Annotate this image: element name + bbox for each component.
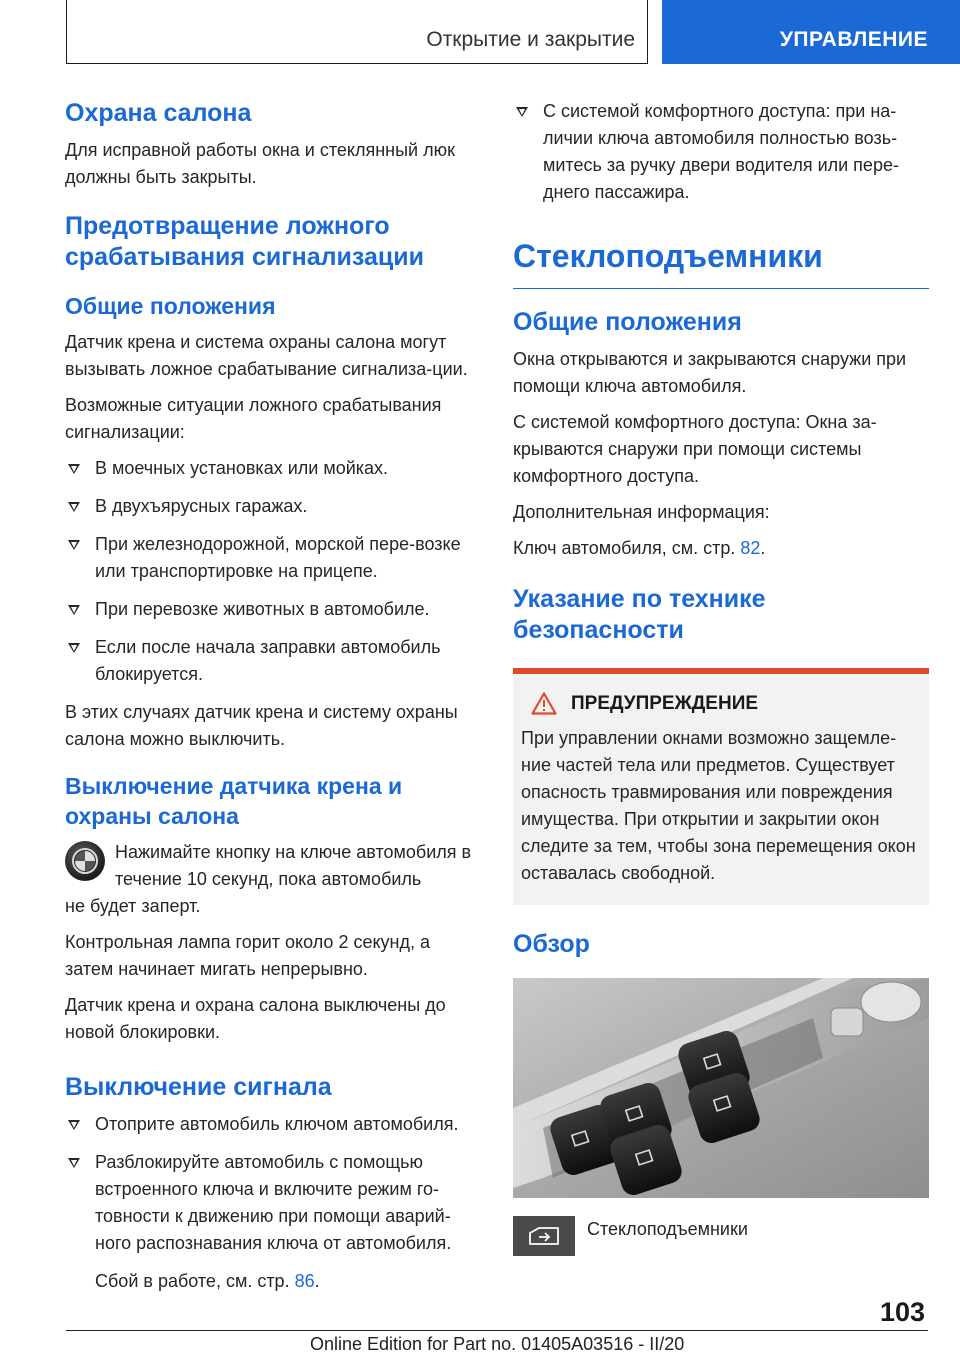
list-item: При перевозке животных в автомобиле. (65, 596, 481, 623)
list-item: В двухъярусных гаражах. (65, 493, 481, 520)
footer-divider (66, 1330, 928, 1331)
paragraph-lamp: Контрольная лампа горит около 2 секунд, а затем начинает мигать непрерывно. (65, 932, 431, 979)
key-instruction: Нажимайте кнопку на ключе автомобиля в течение 10 секунд, пока автомобиль не будет заперт. (65, 842, 472, 916)
list-item: При железнодорожной, морской пере-возке или транспортировке на прицепе. (65, 531, 481, 585)
left-column (65, 98, 481, 1304)
list-item: В моечных установках или мойках. (65, 455, 481, 482)
paragraph-general-2: Возможные ситуации ложного срабатывания сигнализации: (65, 395, 442, 442)
triangle-bullet-icon (68, 1158, 80, 1168)
paragraph-windows-1: Окна открываются и закрываются снаружи при помощи ключа автомобиля. (513, 349, 907, 396)
page-number: 103 (880, 1297, 926, 1327)
paragraph-windows-3: Дополнительная информация: (513, 502, 770, 522)
header-section-title: Открытие и закрытие (426, 28, 635, 51)
paragraph-disable: В этих случаях датчик крена и систему охраны салона можно выключить. (65, 702, 458, 749)
triangle-bullet-icon (68, 643, 80, 653)
window-switch-icon (513, 1216, 575, 1256)
paragraph-windows-4: Ключ автомобиля, см. стр. 82. (513, 538, 766, 558)
warning-text: При управлении окнами возможно защемле-ние частей тела или предметов. Существует опасность травмирования или повреждения имущества. При открытии и закрытии окон следите за тем, чтобы зона перемещения окон оставалась свободной. (521, 728, 916, 883)
window-switches-photo (513, 978, 929, 1198)
legend-row (513, 1216, 929, 1256)
footer-edition: Online Edition for Part no. 01405A03516 - II/20 (310, 1334, 685, 1354)
page-link-82[interactable]: 82 (740, 538, 761, 558)
heading-sensor-off: Выключение датчика крена и охраны салона (65, 773, 403, 829)
heading-alarm-off: Выключение сигнала (65, 1073, 332, 1101)
paragraph-off-until: Датчик крена и охрана салона выключены до новой блокировки. (65, 995, 446, 1042)
warning-triangle-icon (531, 692, 557, 715)
heading-general-right: Общие положения (513, 308, 742, 336)
list-item: Разблокируйте автомобиль с помощью встроенного ключа и включите режим го-товности к движению при помощи аварий-ного распознавания ключа от автомобиля. (65, 1149, 481, 1257)
paragraph-cabin: Для исправной работы окна и стеклянный люк должны быть закрыты. (65, 140, 455, 187)
heading-windows: Стеклоподъемники (513, 236, 929, 289)
heading-false-alarm: Предотвращение ложного срабатывания сигнализации (65, 212, 425, 271)
list-item: Отоприте автомобиль ключом автомобиля. (65, 1111, 481, 1138)
heading-cabin-protection: Охрана салона (65, 99, 252, 127)
legend-label: Стеклоподъемники (587, 1219, 748, 1239)
list-item: Если после начала заправки автомобиль блокируется. (65, 634, 481, 688)
header-chapter-tab (662, 0, 960, 64)
warning-box (513, 668, 929, 905)
right-column (513, 98, 929, 1256)
alarm-reference: Сбой в работе, см. стр. 86. (95, 1271, 320, 1291)
header-chapter-title: УПРАВЛЕНИЕ (779, 28, 928, 51)
list-item: С системой комфортного доступа: при на-личии ключа автомобиля полностью возь-митесь за ручку двери водителя или пере-днего пассажира. (513, 98, 929, 206)
heading-general-left: Общие положения (65, 293, 276, 319)
triangle-bullet-icon (516, 107, 528, 117)
triangle-bullet-icon (68, 540, 80, 550)
paragraph-windows-2: С системой комфортного доступа: Окна за-крываются снаружи при помощи системы комфортного доступа. (513, 412, 877, 486)
page-link-86[interactable]: 86 (294, 1271, 315, 1291)
heading-safety: Указание по технике безопасности (513, 585, 766, 644)
triangle-bullet-icon (68, 1120, 80, 1130)
header-section-box (66, 0, 648, 64)
triangle-bullet-icon (68, 605, 80, 615)
heading-overview: Обзор (513, 930, 590, 958)
warning-title: ПРЕДУПРЕЖДЕНИЕ (521, 692, 921, 715)
triangle-bullet-icon (68, 502, 80, 512)
triangle-bullet-icon (68, 464, 80, 474)
paragraph-general-1: Датчик крена и система охраны салона могут вызывать ложное срабатывание сигнализа-ции. (65, 332, 468, 379)
key-button-icon (65, 841, 105, 881)
